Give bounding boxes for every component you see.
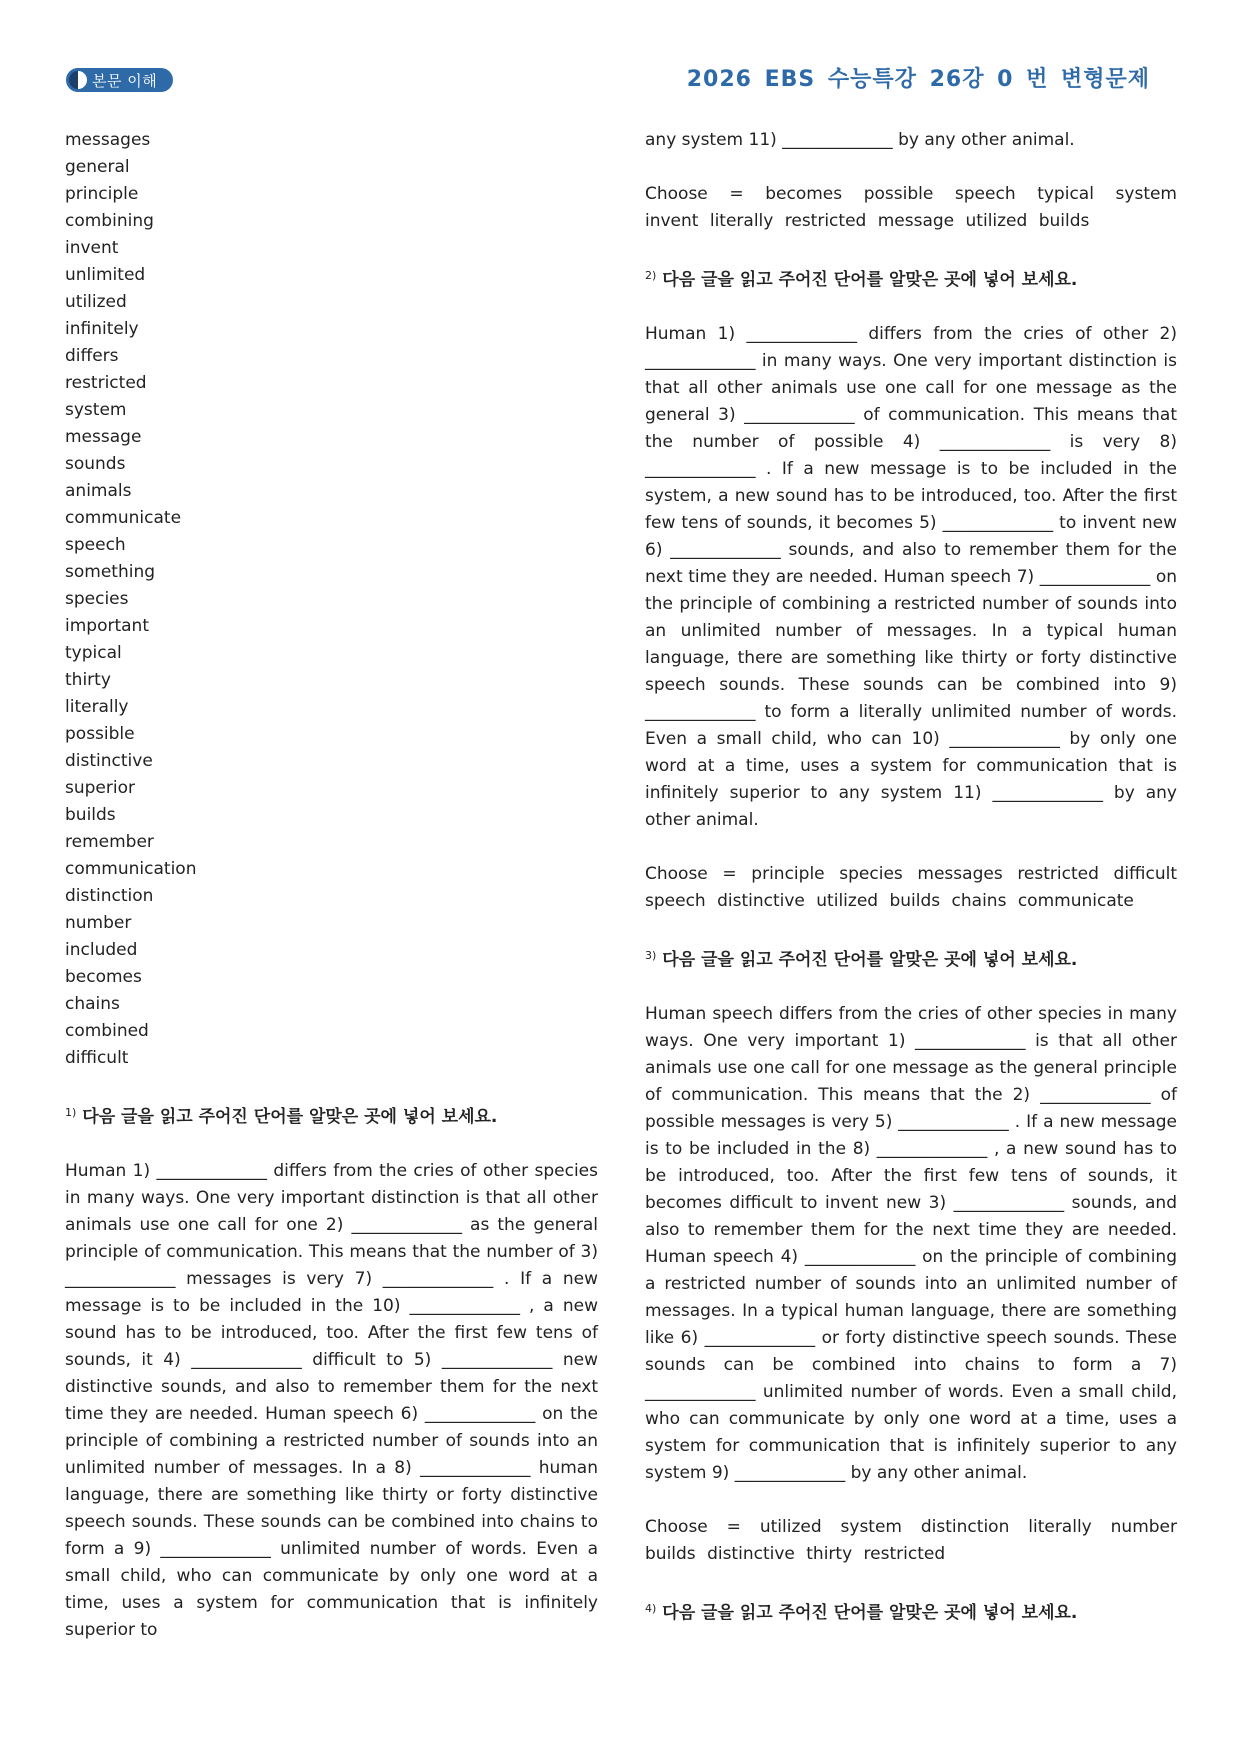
question-number: 3) xyxy=(645,949,657,962)
question-number: 1) xyxy=(65,1106,77,1119)
list-item: possible xyxy=(65,724,135,744)
list-item: number xyxy=(65,913,132,933)
list-item: unlimited xyxy=(65,265,146,285)
list-item: utilized xyxy=(65,292,127,312)
list-item: system xyxy=(65,400,127,420)
list-item: becomes xyxy=(65,967,142,987)
question-1-passage: Human 1) _____________ differs from the cries of other species in many ways. One very important distinction is that all other animals use one call for one 2) _____________ as the general principle of communication. This means that the number of 3) _____________ messages is very 7) _____________ . If a new message is to be included in the 10) _____________ , a new sound has to be introduced, too. After the first few tens of sounds, it 4) _____________ difficult to 5) _____________ new distinctive sounds, and also to remember them for the next time they are needed. Human speech 6) _____________ on the principle of combining a restricted number of sounds into an unlimited number of messages. In a 8) _____________ human language, there are something like thirty or forty distinctive speech sounds. These sounds can be combined into chains to form a 9) _____________ unlimited number of words. Even a small child, who can communicate by only one word at a time, uses a system for communication that is infinitely superior to xyxy=(65,1161,598,1640)
question-2-title: $^{2)}$ 다음 글을 읽고 주어진 단어를 알맞은 곳에 넣어 보세요. xyxy=(645,269,1078,290)
page-title: 2026 EBS 수능특강 26강 0 번 변형문제 xyxy=(686,67,1150,92)
vocabulary-list xyxy=(65,127,598,1072)
list-item: builds xyxy=(65,805,116,825)
section-badge xyxy=(67,68,173,92)
list-item: distinction xyxy=(65,886,154,906)
question-4-title: $^{4)}$ 다음 글을 읽고 주어진 단어를 알맞은 곳에 넣어 보세요. xyxy=(645,1602,1078,1623)
right-column xyxy=(645,127,1177,1627)
list-item: typical xyxy=(65,643,122,663)
list-item: species xyxy=(65,589,129,609)
list-item: superior xyxy=(65,778,135,798)
list-item: something xyxy=(65,562,156,582)
list-item: important xyxy=(65,616,149,636)
question-1-choices: Choose = becomes possible speech typical system invent literally restricted message utilized builds xyxy=(645,184,1177,231)
half-circle-icon xyxy=(66,68,90,92)
list-item: thirty xyxy=(65,670,111,690)
list-item: infinitely xyxy=(65,319,139,339)
question-2-passage: Human 1) _____________ differs from the cries of other 2) _____________ in many ways. One very important distinction is that all other animals use one call for one message as the general 3) _____________ of communication. This means that the number of possible 4) _____________ is very 8) _____________ . If a new message is to be included in the system, a new sound has to be introduced, too. After the first few tens of sounds, it becomes 5) _____________ to invent new 6) _____________ sounds, and also to remember them for the next time they are needed. Human speech 7) _____________ on the principle of combining a restricted number of sounds into an unlimited number of messages. In a typical human language, there are something like thirty or forty distinctive speech sounds. These sounds can be combined into 9) _____________ to form a literally unlimited number of words. Even a small child, who can 10) _____________ by only one word at a time, uses a system for communication that is infinitely superior to any system 11) _____________ by any other animal. xyxy=(645,324,1177,830)
list-item: messages xyxy=(65,130,151,150)
section-badge-label: 본문 이해 xyxy=(92,71,158,90)
question-1-title: $^{1)}$ 다음 글을 읽고 주어진 단어를 알맞은 곳에 넣어 보세요. xyxy=(65,1106,498,1127)
list-item: combined xyxy=(65,1021,149,1041)
list-item: remember xyxy=(65,832,154,852)
list-item: animals xyxy=(65,481,132,501)
question-2-choices: Choose = principle species messages restricted difficult speech distinctive utilized builds chains communicate xyxy=(645,864,1177,911)
list-item: communication xyxy=(65,859,197,879)
question-3-passage: Human speech differs from the cries of other species in many ways. One very important 1) _____________ is that all other animals use one call for one message as the general principle of communication. This means that the 2) _____________ of possible messages is very 5) _____________ . If a new message is to be included in the 8) _____________ , a new sound has to be introduced, too. After the first few tens of sounds, it becomes difficult to invent new 3) _____________ sounds, and also to remember them for the next time they are needed. Human speech 4) _____________ on the principle of combining a restricted number of sounds into an unlimited number of messages. In a typical human language, there are something like 6) _____________ or forty distinctive speech sounds. These sounds can be combined into chains to form a 7) _____________ unlimited number of words. Even a small child, who can communicate by only one word at a time, uses a system for communication that is infinitely superior to any system 9) _____________ by any other animal. xyxy=(645,1004,1177,1483)
list-item: difficult xyxy=(65,1048,129,1068)
list-item: sounds xyxy=(65,454,126,474)
list-item: literally xyxy=(65,697,129,717)
list-item: included xyxy=(65,940,138,960)
list-item: invent xyxy=(65,238,119,258)
list-item: principle xyxy=(65,184,139,204)
list-item: communicate xyxy=(65,508,182,528)
list-item: message xyxy=(65,427,142,447)
list-item: distinctive xyxy=(65,751,153,771)
left-column xyxy=(65,127,598,1644)
list-item: speech xyxy=(65,535,126,555)
question-3-choices: Choose = utilized system distinction literally number builds distinctive thirty restricted xyxy=(645,1517,1177,1564)
list-item: restricted xyxy=(65,373,147,393)
question-number: 2) xyxy=(645,269,657,282)
list-item: chains xyxy=(65,994,120,1014)
question-1-passage-continued: any system 11) _____________ by any other animal. xyxy=(645,130,1075,150)
question-3-title: $^{3)}$ 다음 글을 읽고 주어진 단어를 알맞은 곳에 넣어 보세요. xyxy=(645,949,1078,970)
list-item: general xyxy=(65,157,130,177)
list-item: combining xyxy=(65,211,154,231)
question-number: 4) xyxy=(645,1602,657,1615)
list-item: differs xyxy=(65,346,119,366)
